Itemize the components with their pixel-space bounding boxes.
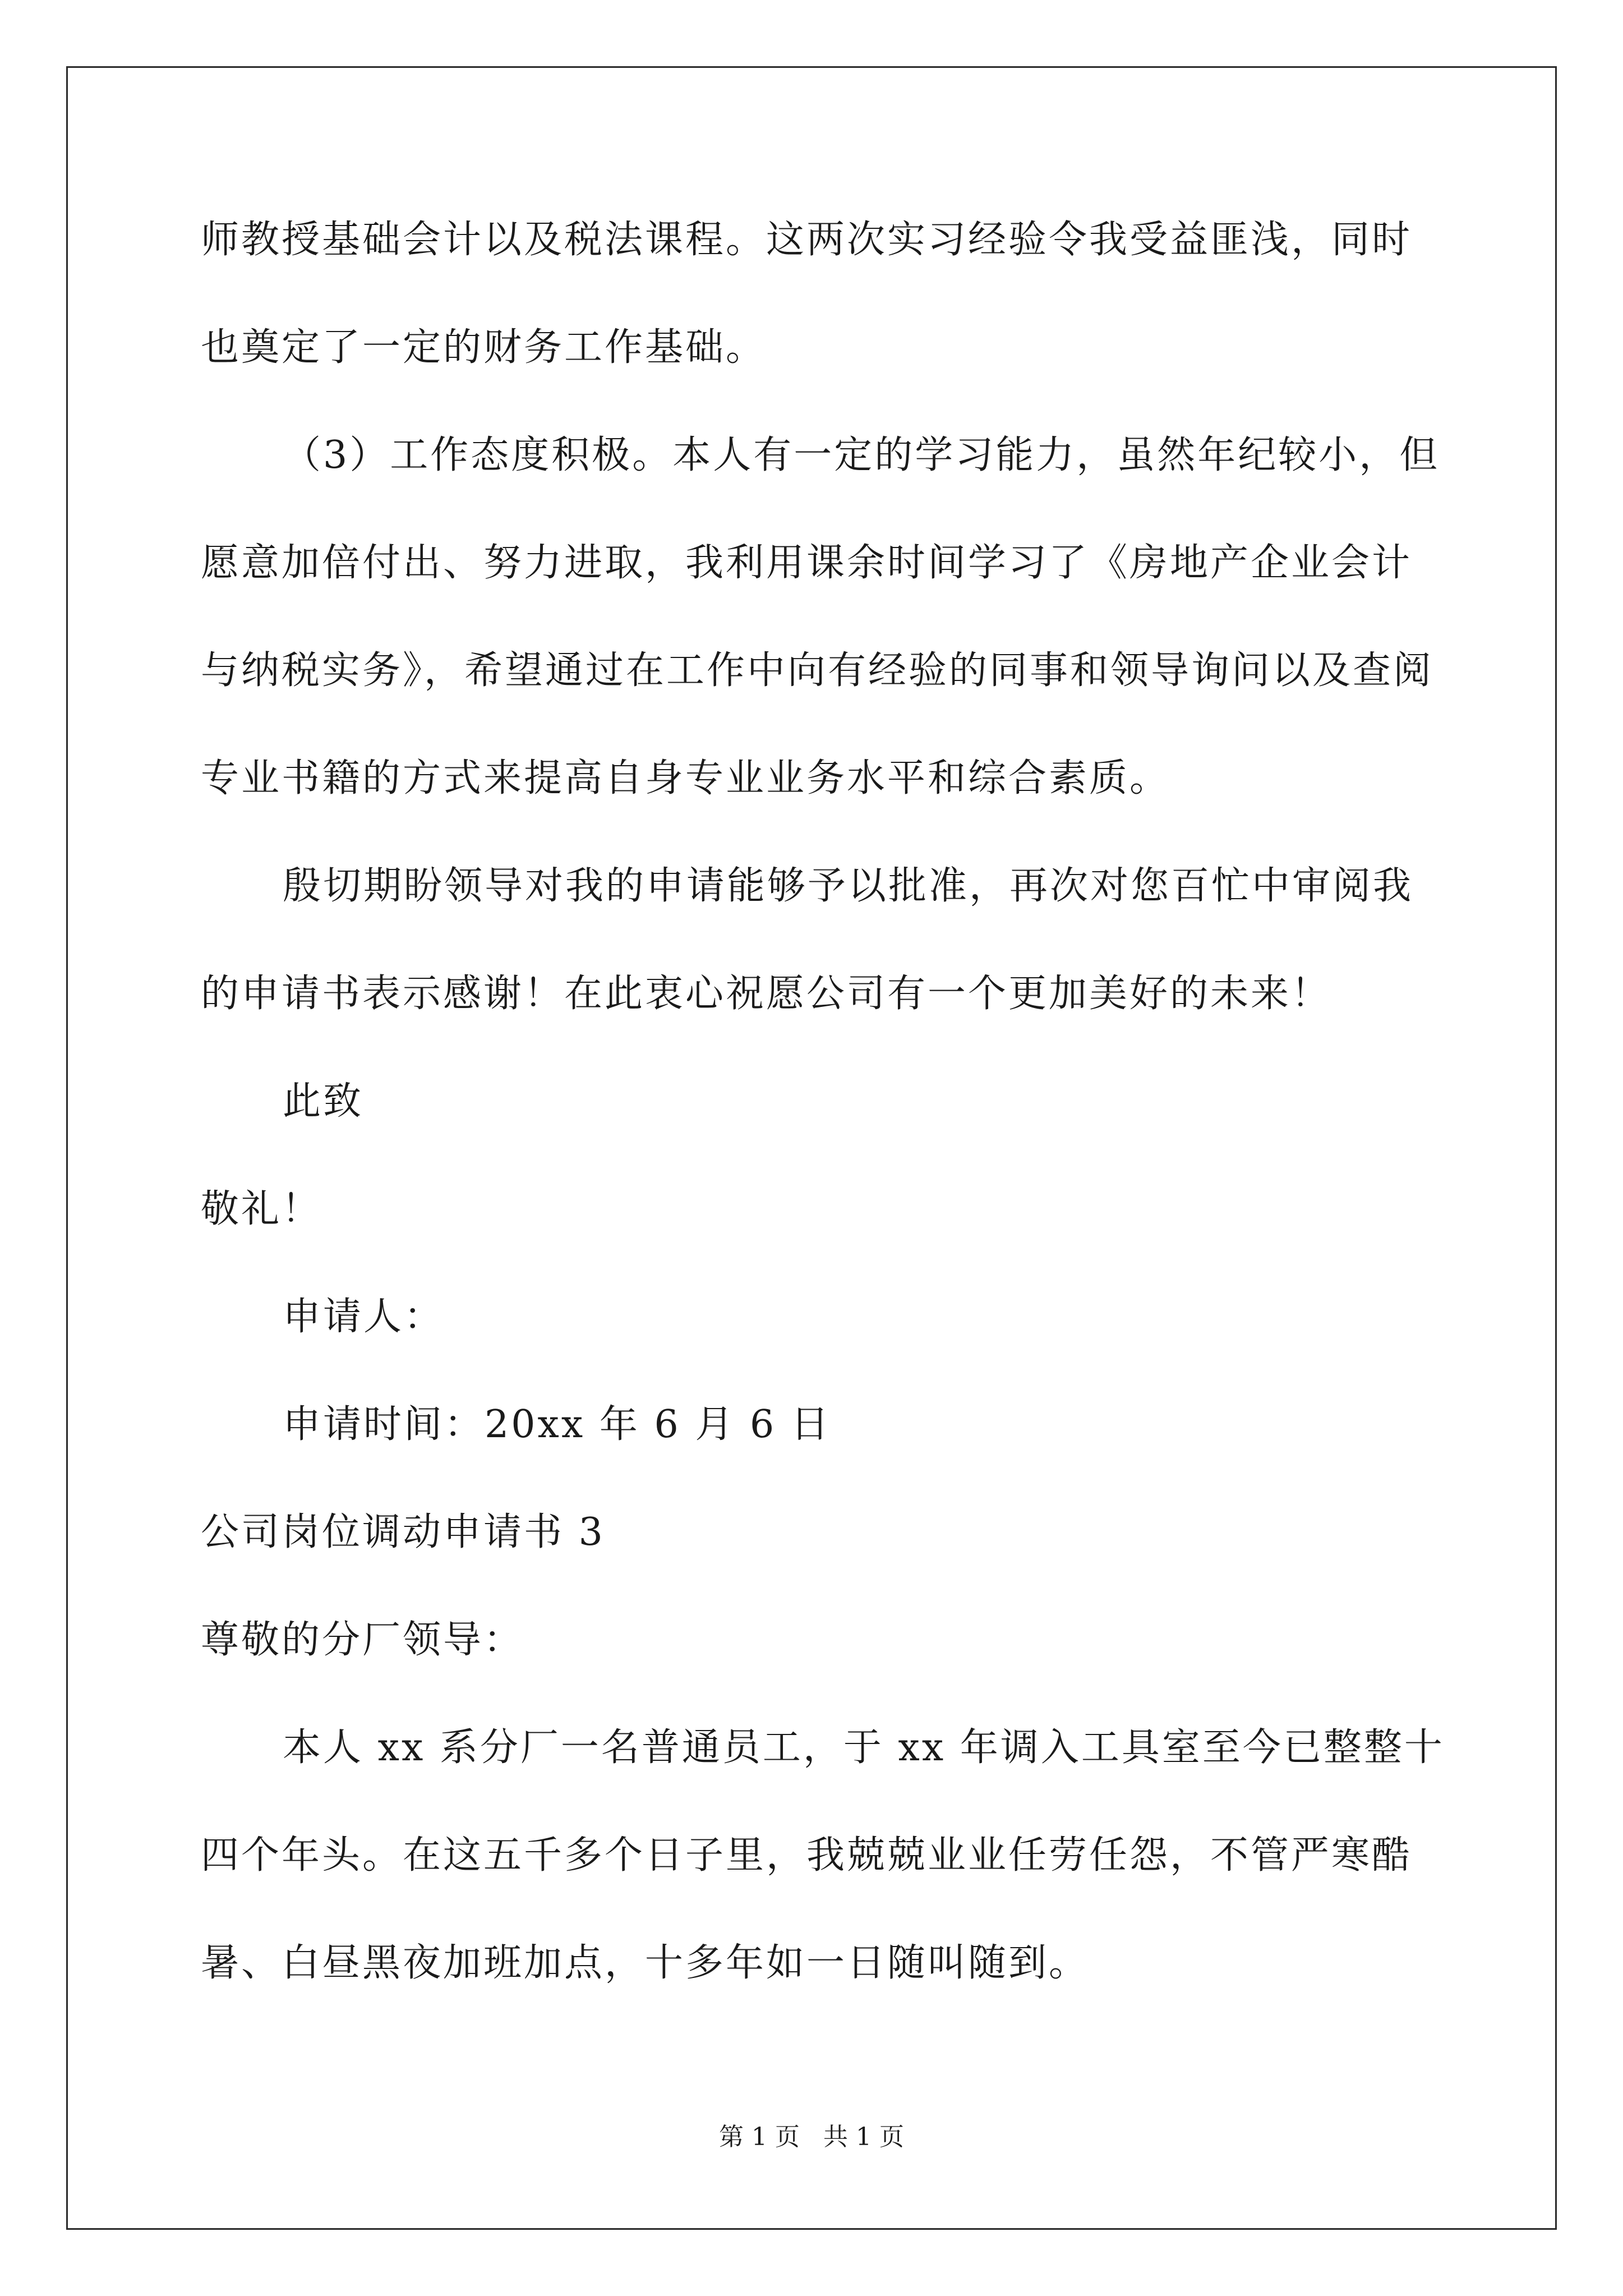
text-line: 四个年头。在这五千多个日子里，我兢兢业业任劳任怨，不管严寒酷 xyxy=(201,1833,1413,1878)
text-line: 申请时间：20xx 年 6 月 6 日 xyxy=(283,1402,831,1447)
text-line: 殷切期盼领导对我的申请能够予以批准，再次对您百忙中审阅我 xyxy=(283,864,1414,908)
text-line: 专业书籍的方式来提高自身专业业务水平和综合素质。 xyxy=(201,756,1170,800)
text-line: 暑、白昼黑夜加班加点，十多年如一日随叫随到。 xyxy=(201,1941,1090,1985)
text-line: 愿意加倍付出、努力进取，我利用课余时间学习了《房地产企业会计 xyxy=(201,541,1413,585)
text-line: 敬礼！ xyxy=(201,1187,322,1231)
text-line: 也奠定了一定的财务工作基础。 xyxy=(201,325,767,370)
text-line: 申请人： xyxy=(283,1295,445,1339)
text-line: 此致 xyxy=(283,1079,364,1124)
document-body xyxy=(201,213,1445,2044)
text-line: 尊敬的分厂领导： xyxy=(201,1618,524,1662)
text-line: （3）工作态度积极。本人有一定的学习能力，虽然年纪较小，但 xyxy=(283,433,1440,477)
text-line: 本人 xx 系分厂一名普通员工，于 xx 年调入工具室至今已整整十 xyxy=(283,1726,1445,1770)
text-line: 师教授基础会计以及税法课程。这两次实习经验令我受益匪浅，同时 xyxy=(201,218,1413,262)
text-line: 公司岗位调动申请书 3 xyxy=(201,1510,605,1554)
text-line: 的申请书表示感谢！在此衷心祝愿公司有一个更加美好的未来！ xyxy=(201,972,1332,1016)
page-footer: 第 1 页 共 1 页 xyxy=(719,2123,904,2151)
text-line: 与纳税实务》，希望通过在工作中向有经验的同事和领导询问以及查阅 xyxy=(201,648,1434,693)
